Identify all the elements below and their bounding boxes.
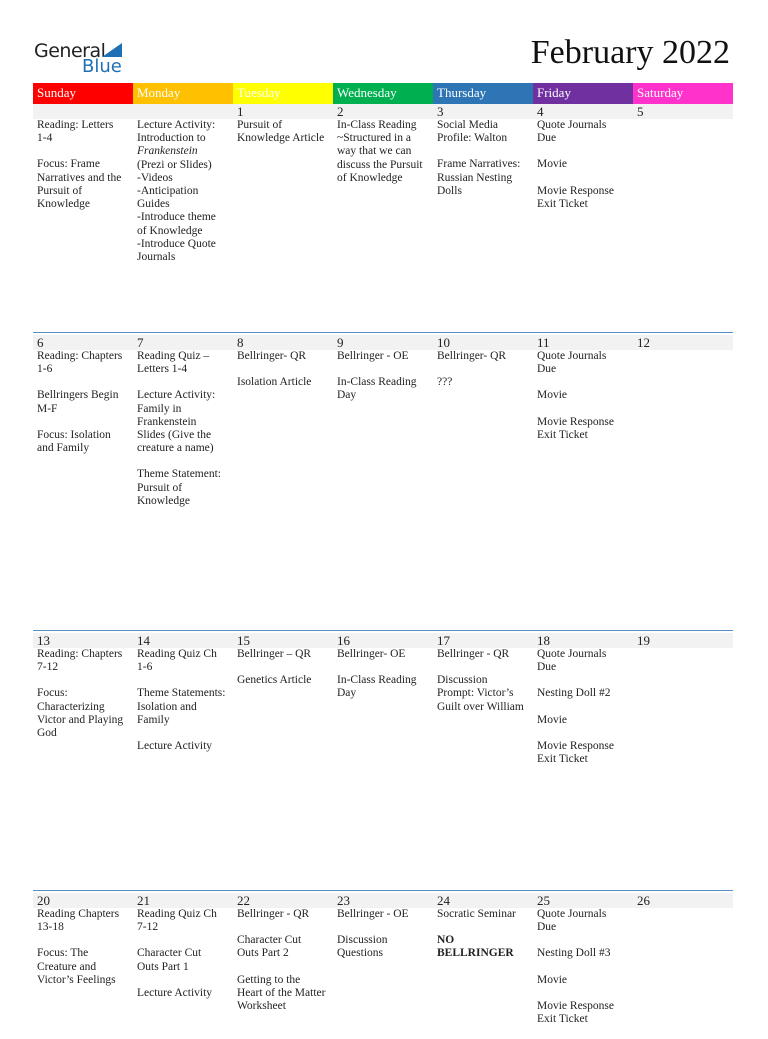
day-cell [33, 908, 133, 1039]
day-cell [133, 648, 233, 779]
weekday-header-friday: Friday [533, 83, 633, 104]
date-number: 7 [137, 335, 144, 350]
date-number: 24 [437, 893, 450, 908]
cell-entry: Bellringer - OE [337, 908, 409, 920]
day-cell [333, 350, 433, 521]
cell-entry: Social Media Profile: Walton [437, 119, 508, 145]
weekday-header-thursday: Thursday [433, 83, 533, 104]
date-number: 11 [537, 335, 550, 350]
week-divider [33, 332, 733, 333]
cell-entry: Movie Response Exit Ticket [537, 184, 614, 210]
week-divider [33, 890, 733, 891]
cell-entry: Reading: Chapters 1-6 [37, 350, 123, 376]
cell-entry: Lecture Activity [137, 986, 213, 999]
cell-entry: In-Class Reading ~Structured in a way that we can discuss the Pursuit of Knowledge [337, 119, 423, 184]
date-number: 22 [237, 893, 250, 908]
day-cell [333, 648, 433, 779]
week-divider [33, 630, 733, 631]
cell-entry: Focus: Characterizing Victor and Playing God [37, 687, 124, 740]
day-cell [433, 908, 533, 1039]
day-cell [33, 648, 133, 779]
cell-entry: Theme Statement: Pursuit of Knowledge [137, 468, 221, 507]
cell-entry: Bellringer - QR [237, 908, 310, 920]
cell-entry: Frame Narratives: Russian Nesting Dolls [437, 158, 521, 197]
date-number: 3 [437, 104, 444, 119]
date-number: 14 [137, 633, 150, 648]
cell-entry: Lecture Activity: Family in Frankenstein Slides (Give the creature a name) [137, 389, 216, 455]
day-cell [133, 908, 233, 1039]
cell-entry: Reading Quiz Ch 1-6 [137, 648, 217, 674]
day-cell [433, 350, 533, 521]
date-number: 13 [37, 633, 50, 648]
cell-entry: Movie [537, 973, 568, 986]
day-cell [233, 119, 333, 277]
cell-entry: Quote Journals Due [537, 648, 607, 674]
day-cell [233, 908, 333, 1039]
cell-entry: ??? [437, 376, 453, 389]
day-cell [233, 648, 333, 779]
date-number: 9 [337, 335, 344, 350]
cell-entry: Focus: Frame Narratives and the Pursuit of Knowledge [37, 158, 122, 211]
cell-entry: Character Cut Outs Part 2 [237, 934, 302, 960]
date-number [133, 104, 233, 119]
date-number: 8 [237, 335, 244, 350]
day-cell [533, 119, 633, 277]
day-cell [133, 350, 233, 521]
day-cell [633, 908, 733, 1039]
weekday-header-row [33, 83, 733, 104]
day-cell [33, 119, 133, 277]
cell-entry: Character Cut Outs Part 1 [137, 947, 202, 973]
cell-entry: Bellringers Begin M-F [37, 389, 119, 415]
date-number: 15 [237, 633, 250, 648]
cell-entry: Bellringer- OE [337, 648, 406, 660]
cell-entry: Bellringer- QR [237, 350, 307, 362]
date-number: 20 [37, 893, 50, 908]
day-cell [533, 350, 633, 521]
date-row [33, 893, 733, 908]
week-row [33, 104, 733, 277]
date-number: 26 [637, 893, 650, 908]
day-cell [333, 908, 433, 1039]
cell-entry: Movie Response Exit Ticket [537, 415, 614, 441]
cell-entry: Reading Chapters 13-18 [37, 908, 120, 934]
date-number: 4 [537, 104, 544, 119]
cell-entry: Movie [537, 713, 568, 726]
logo-triangle-icon [102, 43, 122, 57]
week-row [33, 332, 733, 521]
date-number: 23 [337, 893, 350, 908]
logo-text-blue: Blue [82, 56, 122, 77]
weekday-header-saturday: Saturday [633, 83, 733, 104]
date-number: 2 [337, 104, 344, 119]
day-cell [633, 648, 733, 779]
cell-entry: Quote Journals Due [537, 908, 607, 934]
cell-entry: In-Class Reading Day [337, 674, 417, 700]
day-cell [533, 648, 633, 779]
date-number: 21 [137, 893, 150, 908]
logo-text-general: General [34, 40, 106, 62]
cell-entry: Getting to the Heart of the Matter Worksheet [237, 973, 326, 1013]
cell-entry: Nesting Doll #3 [537, 947, 611, 960]
date-number: 6 [37, 335, 44, 350]
cell-entry: Reading: Letters 1-4 [37, 119, 114, 145]
cell-entry: NO BELLRINGER [437, 934, 514, 960]
day-cell [133, 119, 233, 277]
cell-entry: Isolation Article [237, 376, 312, 389]
cell-entry: Discussion Prompt: Victor’s Guilt over William [437, 674, 524, 713]
cell-entry: Movie [537, 158, 568, 171]
date-number: 10 [437, 335, 450, 350]
cell-entry: Frankenstein [137, 145, 198, 158]
date-row [33, 633, 733, 648]
cell-entry: In-Class Reading Day [337, 376, 417, 402]
general-blue-logo [34, 40, 122, 77]
cell-entry: Bellringer – QR [237, 648, 312, 660]
day-cell [633, 119, 733, 277]
cell-entry: Reading: Chapters 7-12 [37, 648, 123, 674]
day-cell [33, 350, 133, 521]
date-row [33, 335, 733, 350]
cell-entry: Lecture Activity: Introduction to [137, 119, 216, 145]
day-cell [333, 119, 433, 277]
day-cell [233, 350, 333, 521]
day-cell [433, 648, 533, 779]
week-row [33, 890, 733, 1039]
calendar-title: February 2022 [530, 34, 730, 71]
date-number: 1 [237, 104, 244, 119]
week-row [33, 630, 733, 779]
cell-entry: Reading Quiz – Letters 1-4 [137, 350, 210, 376]
date-row [33, 104, 733, 119]
cell-entry: Bellringer- QR [437, 350, 507, 362]
cell-entry: Genetics Article [237, 674, 312, 687]
cell-entry: Quote Journals Due [537, 350, 607, 376]
day-cell [533, 908, 633, 1039]
weekday-header-monday: Monday [133, 83, 233, 104]
date-number [33, 104, 133, 119]
cell-entry: Movie [537, 389, 568, 402]
cell-entry: Quote Journals Due [537, 119, 607, 145]
cell-entry: Pursuit of Knowledge Article [237, 119, 325, 145]
cell-entry: Reading Quiz Ch 7-12 [137, 908, 217, 934]
cell-entry: Socratic Seminar [437, 908, 516, 920]
date-number: 25 [537, 893, 550, 908]
day-cell [633, 350, 733, 521]
cell-entry: Bellringer - OE [337, 350, 409, 362]
weekday-header-sunday: Sunday [33, 83, 133, 104]
date-number: 17 [437, 633, 450, 648]
cell-entry: Focus: Isolation and Family [37, 428, 111, 455]
day-cell [433, 119, 533, 277]
date-number: 12 [637, 335, 650, 350]
cell-entry: Lecture Activity [137, 740, 213, 753]
date-number: 19 [637, 633, 650, 648]
weekday-header-wednesday: Wednesday [333, 83, 433, 104]
date-number: 5 [637, 104, 644, 119]
cell-entry: Discussion Questions [337, 934, 388, 960]
cell-entry: Movie Response Exit Ticket [537, 999, 614, 1026]
cell-entry: Nesting Doll #2 [537, 687, 611, 700]
cell-entry: Movie Response Exit Ticket [537, 739, 614, 766]
weekday-header-tuesday: Tuesday [233, 83, 333, 104]
cell-entry: (Prezi or Slides) -Videos -Anticipation Guides -Introduce theme of Knowledge -Introduce Quote Journals [137, 158, 216, 264]
cell-entry: Focus: The Creature and Victor’s Feelings [37, 947, 116, 986]
cell-entry: Bellringer - QR [437, 648, 510, 660]
date-number: 16 [337, 633, 350, 648]
cell-entry: Theme Statements: Isolation and Family [137, 687, 226, 726]
date-number: 18 [537, 633, 550, 648]
